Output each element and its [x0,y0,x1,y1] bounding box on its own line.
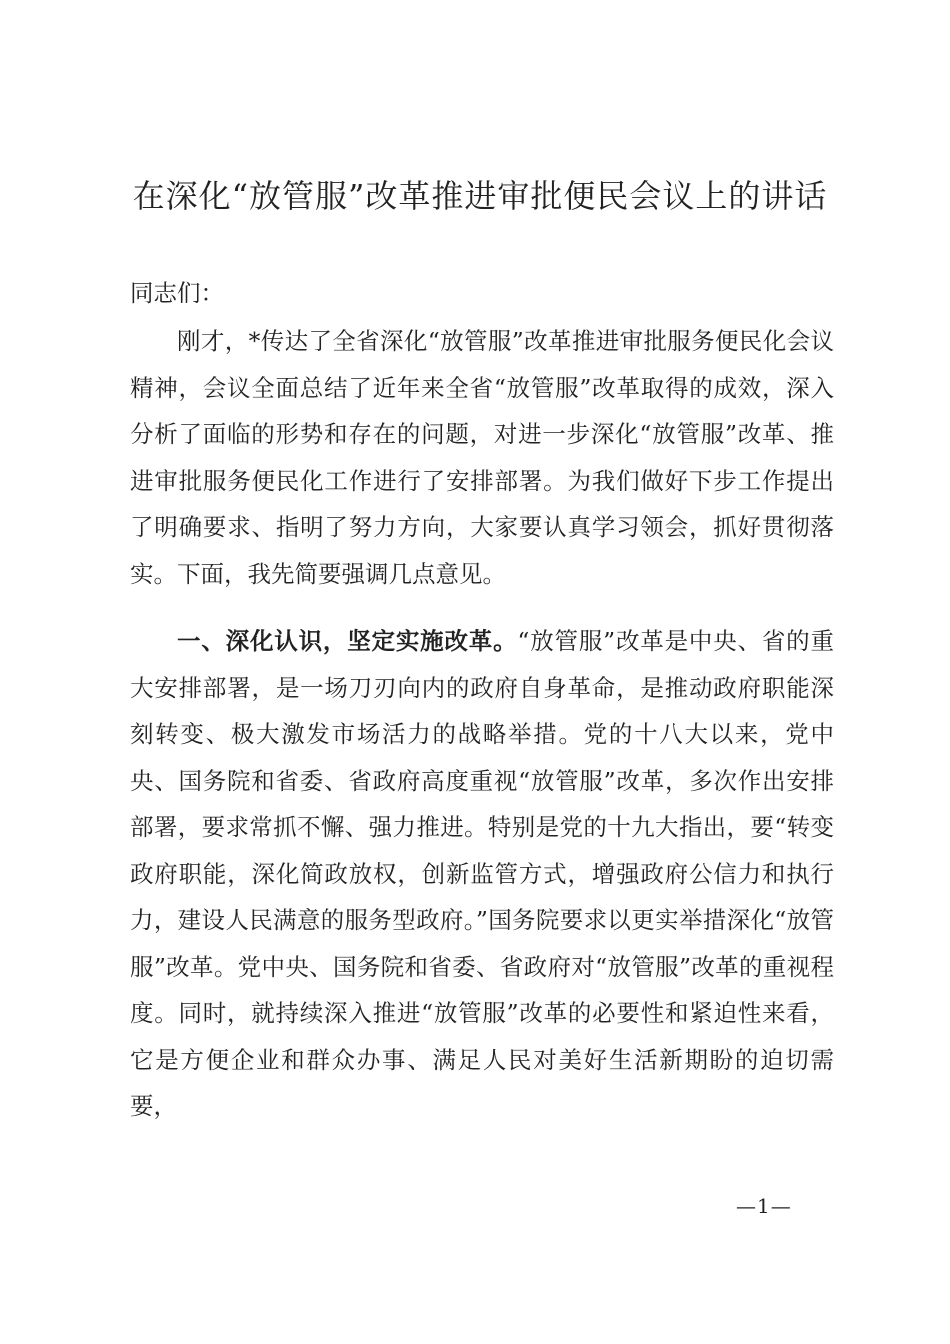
paragraph-section-1 [130,618,834,1130]
section-1-body: “放管服”改革是中央、省的重大安排部署，是一场刀刃向内的政府自身革命，是推动政府职能深刻转变、极大激发市场活力的战略举措。党的十八大以来，党中央、国务院和省委、省政府高度重视“放管服”改革，多次作出安排部署，要求常抓不懈、强力推进。特别是党的十九大指出，要“转变政府职能，深化简政放权，创新监管方式，增强政府公信力和执行力，建设人民满意的服务型政府。”国务院要求以更实举措深化“放管服”改革。党中央、国务院和省委、省政府对“放管服”改革的重视程度。同时，就持续深入推进“放管服”改革的必要性和紧迫性来看，它是方便企业和群众办事、满足人民对美好生活新期盼的迫切需要， [130,627,834,1120]
paragraph-intro: 刚才，*传达了全省深化“放管服”改革推进审批服务便民化会议精神，会议全面总结了近年来全省“放管服”改革取得的成效，深入分析了面临的形势和存在的问题，对进一步深化“放管服”改革、推进审批服务便民化工作进行了安排部署。为我们做好下步工作提出了明确要求、指明了努力方向，大家要认真学习领会，抓好贯彻落实。下面，我先简要强调几点意见。 [130,327,834,588]
page-number: —1— [736,1194,792,1218]
section-1-heading: 一、深化认识，坚定实施改革。 [177,627,518,655]
document-title: 在深化“放管服”改革推进审批便民会议上的讲话 [132,177,828,215]
salutation: 同志们： [130,279,224,307]
